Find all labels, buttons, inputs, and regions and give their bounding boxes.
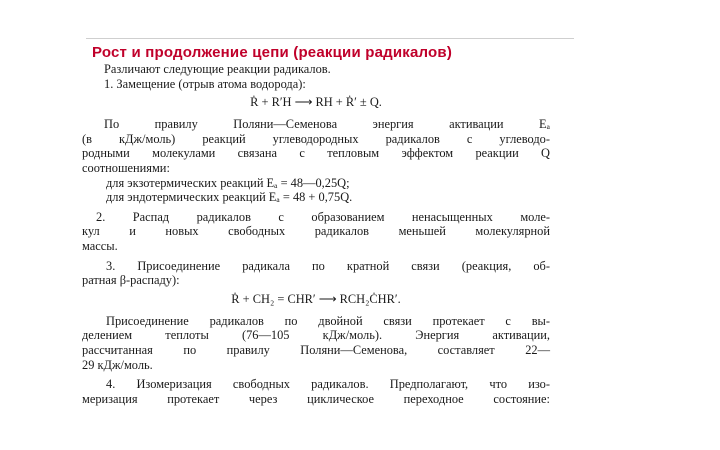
- slide-top-rule: [86, 38, 574, 39]
- equation-addition: Ṙ + CH₂ = CHR′ ⟶ RCH₂ĊHR′.: [231, 291, 401, 306]
- text-line: массы.: [82, 238, 118, 253]
- text-line: Различают следующие реакции радикалов.: [104, 62, 331, 76]
- text-line: рассчитанная по правилу Поляни—Семенова, составляет 22—: [82, 342, 550, 357]
- text-line: соотношениями:: [82, 160, 170, 175]
- formula-exothermic: для экзотермических реакций Eₐ = 48—0,25Q;: [106, 175, 350, 190]
- text-line: 2. Распад радикалов с образованием ненасыщенных моле-: [96, 209, 550, 224]
- text-line: меризация протекает через циклическое переходное состояние:: [82, 391, 550, 406]
- text-line: делением теплоты (76—105 кДж/моль). Энергия активации,: [82, 328, 550, 343]
- text-line: родными молекулами связана с тепловым эффектом реакции Q: [82, 146, 550, 161]
- slide-title: Рост и продолжение цепи (реакции радикалов): [92, 44, 453, 61]
- text-line: 4. Изомеризация свободных радикалов. Предполагают, что изо-: [106, 377, 550, 392]
- text-line: кул и новых свободных радикалов меньшей молекулярной: [82, 224, 550, 239]
- text-line: 3. Присоединение радикала по кратной связи (реакция, об-: [106, 258, 550, 273]
- equation-substitution: Ṙ + R′H ⟶ RH + Ṙ′ ± Q.: [250, 95, 382, 110]
- text-line: По правилу Поляни—Семенова энергия активации Eₐ: [104, 117, 550, 132]
- scanned-text-block: [82, 62, 550, 406]
- text-line: ратная β-распаду):: [82, 273, 180, 288]
- text-line: Присоединение радикалов по двойной связи протекает с вы-: [106, 313, 550, 328]
- formula-endothermic: для эндотермических реакций Eₐ = 48 + 0,75Q.: [106, 190, 353, 205]
- text-line: 1. Замещение (отрыв атома водорода):: [104, 76, 306, 91]
- text-line: 29 кДж/моль.: [82, 357, 153, 372]
- text-line: (в кДж/моль) реакций углеводородных радикалов с углеводо-: [82, 131, 550, 146]
